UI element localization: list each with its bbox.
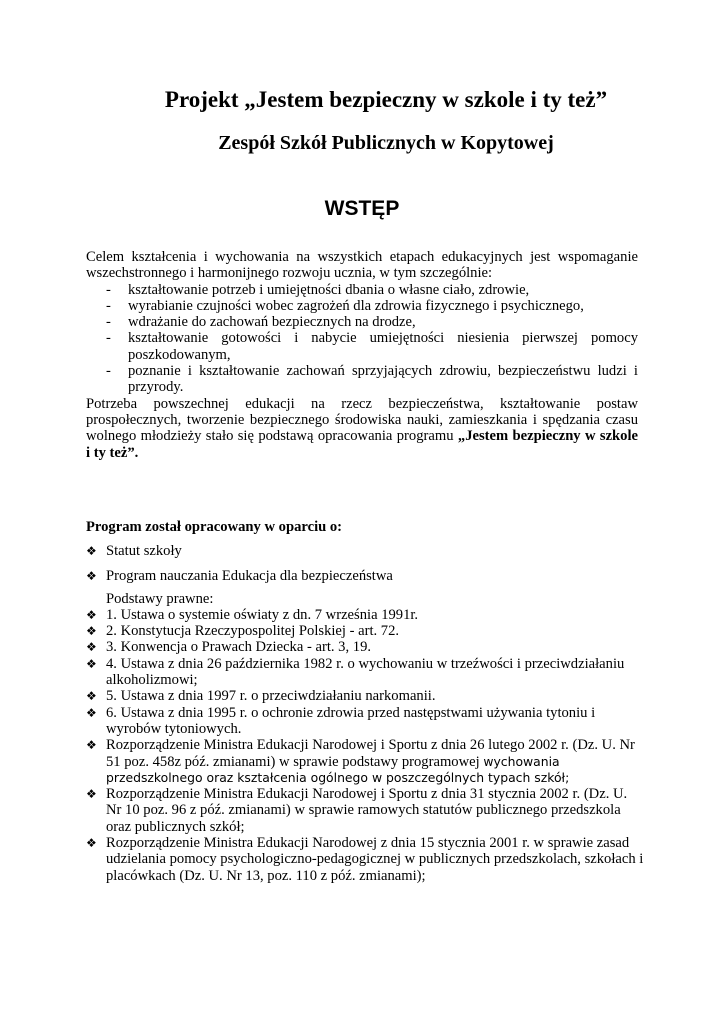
sources-list (86, 543, 646, 585)
list-item: ❖ Program nauczania Edukacja dla bezpieczeństwa (86, 568, 393, 585)
list-item: ❖ 1. Ustawa o systemie oświaty z dn. 7 września 1991r. (86, 606, 419, 623)
legal-list (86, 607, 646, 884)
dash-marker: - (106, 281, 111, 298)
diamond-bullet-icon: ❖ (86, 836, 97, 851)
list-item: - kształtowanie potrzeb i umiejętności dbania o własne ciało, zdrowie, (106, 281, 530, 298)
diamond-bullet-icon: ❖ (86, 544, 97, 558)
school-name: Zespół Szkół Publicznych w Kopytowej (218, 132, 554, 154)
list-item: ❖ Rozporządzenie Ministra Edukacji Narodowej i Sportu z dnia 26 lutego 2002 r. (Dz. U. Nr 51 poz. 458z póź. zmianami) w sprawie podstawy programowej wychowania przedszkolnego oraz kształcenia ogólnego w poszczególnych typach szkół; (86, 737, 635, 785)
program-name: „Jestem bezpieczny w szkole i ty też”. (86, 428, 639, 461)
diamond-bullet-icon: ❖ (86, 689, 97, 704)
diamond-bullet-icon: ❖ (86, 569, 97, 584)
intro-paragraph: Celem kształcenia i wychowania na wszystkich etapach edukacyjnych jest wspomaganie wszechstronnego i harmonijnego rozwoju ucznia, w tym szczególnie: (86, 249, 638, 282)
diamond-bullet-icon: ❖ (86, 738, 97, 753)
document-title: Projekt „Jestem bezpieczny w szkole i ty też” (164, 87, 608, 112)
diamond-bullet-icon: ❖ (86, 640, 97, 655)
diamond-bullet-icon: ❖ (86, 705, 97, 720)
section-heading: WSTĘP (324, 197, 400, 220)
list-item: ❖ Statut szkoły (86, 543, 182, 559)
list-item: - wyrabianie czujności wobec zagrożeń dla zdrowia fizycznego i psychicznego, (106, 297, 584, 314)
diamond-bullet-icon: ❖ (86, 656, 97, 671)
list-item: - poznanie i kształtowanie zachowań sprzyjających zdrowiu, bezpieczeństwu ludzi i przyrody. (106, 363, 638, 396)
dash-marker: - (106, 314, 111, 331)
diamond-bullet-icon: ❖ (86, 607, 97, 622)
diamond-bullet-icon: ❖ (86, 624, 97, 639)
list-item: - wdrażanie do zachowań bezpiecznych na drodze, (106, 314, 416, 331)
list-item: ❖ 2. Konstytucja Rzeczypospolitej Polskiej - art. 72. (86, 623, 400, 640)
dash-marker: - (106, 297, 111, 314)
diamond-bullet-icon: ❖ (86, 787, 97, 802)
intro-section (86, 249, 638, 461)
list-item: ❖ 5. Ustawa z dnia 1997 r. o przeciwdziałaniu narkomanii. (86, 688, 436, 705)
based-on-heading: Program został opracowany w oparciu o: (86, 519, 343, 535)
list-item: ❖ Rozporządzenie Ministra Edukacji Narodowej z dnia 15 stycznia 2001 r. w sprawie zasad udzielania pomocy psychologiczno-pedagogicznej w publicznych przedszkolach, szkołach i placówkach (Dz. U. Nr 13, poz. 110 z póź. zmianami); (86, 835, 644, 884)
list-item: ❖ 6. Ustawa z dnia 1995 r. o ochronie zdrowia przed następstwami używania tytoniu i wyrobów tytoniowych. (86, 704, 596, 737)
sources-section (86, 543, 646, 884)
list-item: ❖ 4. Ustawa z dnia 26 października 1982 r. o wychowaniu w trzeźwości i przeciwdziałaniu alkoholizmowi; (86, 655, 625, 689)
dash-marker: - (106, 330, 111, 347)
list-item: ❖ 3. Konwencja o Prawach Dziecka - art. 3, 19. (86, 639, 372, 656)
legal-basis-heading: Podstawy prawne: (106, 590, 214, 607)
dash-marker: - (106, 363, 111, 380)
list-item: - kształtowanie gotowości i nabycie umiejętności niesienia pierwszej pomocy poszkodowanym, (106, 330, 638, 363)
goals-list (86, 282, 638, 396)
list-item: ❖ Rozporządzenie Ministra Edukacji Narodowej i Sportu z dnia 31 stycznia 2002 r. (Dz. U. Nr 10 poz. 96 z póź. zmianami) w sprawie ramowych statutów publicznego przedszkola oraz publicznych szkół; (86, 786, 628, 835)
need-paragraph: Potrzeba powszechnej edukacji na rzecz bezpieczeństwa, kształtowanie postaw prospołecznych, tworzenie bezpiecznego środowiska nauki, zamieszkania i spędzania czasu wolnego młodzieży stało się podstawą opracowania programu „Jestem bezpieczny w szkole i ty też”. (86, 395, 639, 461)
